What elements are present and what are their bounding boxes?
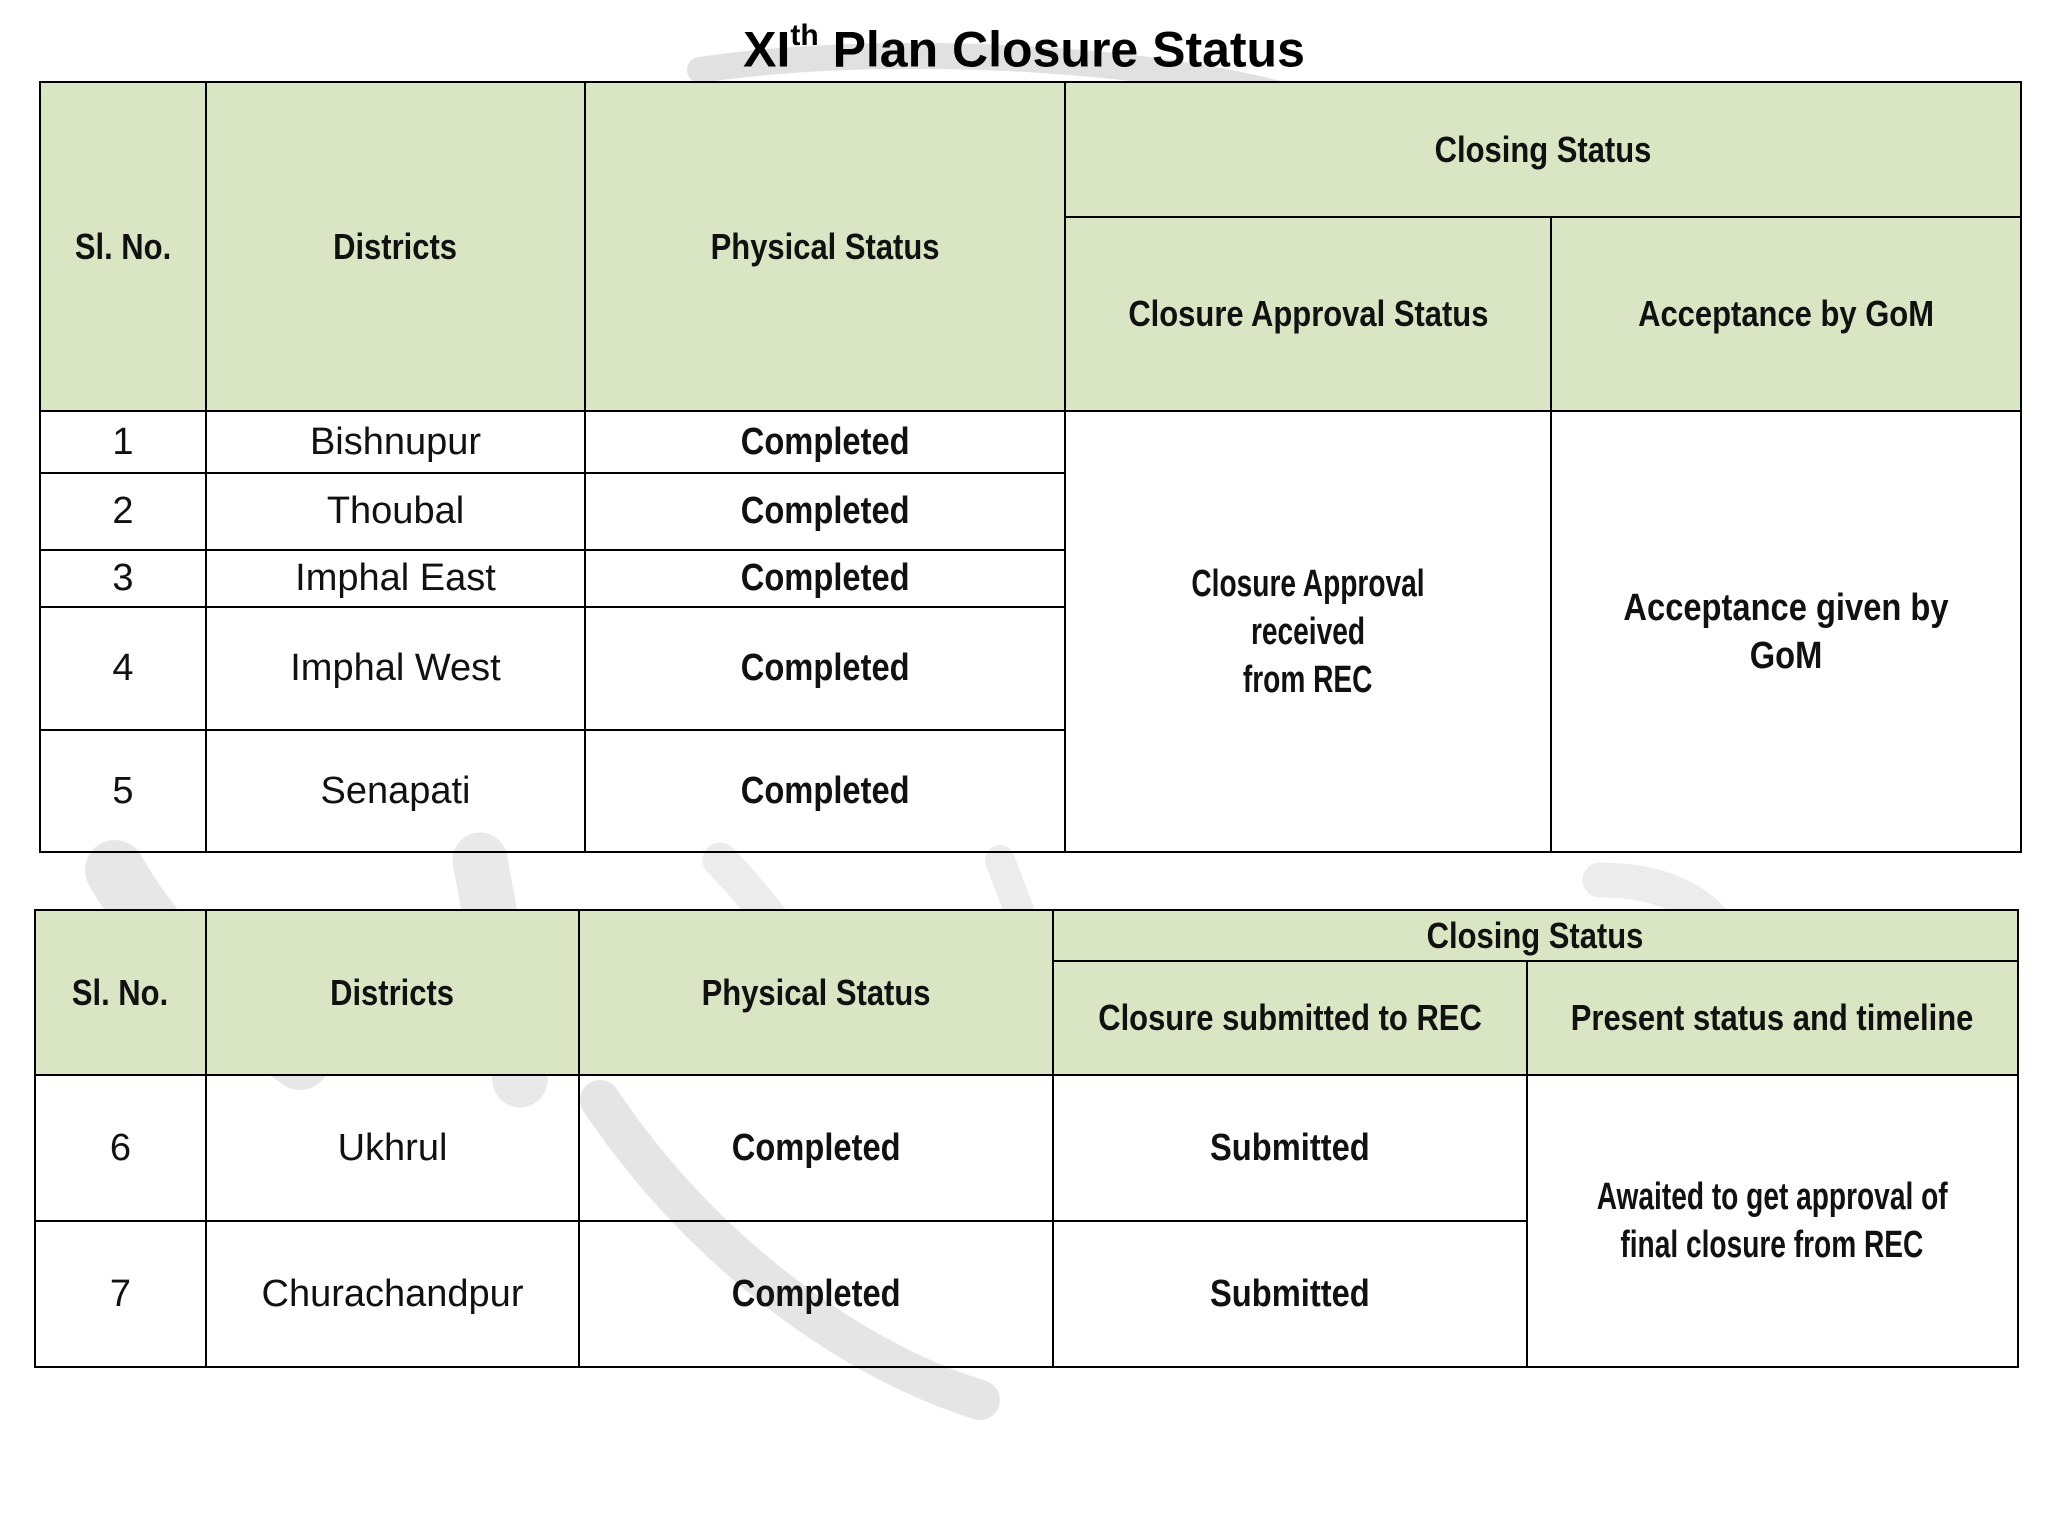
row-closure-submitted: Submitted [1053, 1221, 1527, 1367]
table-row [40, 411, 2021, 473]
row-physical-status: Completed [585, 473, 1065, 550]
row-district: Senapati [206, 730, 585, 852]
closure-approval-table [39, 81, 2022, 853]
header-closure-approval-status: Closure Approval Status [1065, 217, 1551, 411]
header-sl-no: Sl. No. [35, 910, 206, 1075]
title-main: XI [743, 21, 791, 78]
header-physical-status: Physical Status [579, 910, 1053, 1075]
row-sl-no: 1 [40, 411, 206, 473]
header-closing-status: Closing Status [1065, 82, 2021, 217]
closure-approval-cell: Closure Approval received from REC [1065, 411, 1551, 852]
acceptance-cell: Acceptance given by GoM [1551, 411, 2021, 852]
closure-submission-table [34, 909, 2019, 1368]
page-title [0, 8, 2048, 82]
row-district: Ukhrul [206, 1075, 579, 1221]
header-closing-status: Closing Status [1053, 910, 2018, 961]
row-physical-status: Completed [585, 730, 1065, 852]
row-sl-no: 7 [35, 1221, 206, 1367]
row-physical-status: Completed [579, 1075, 1053, 1221]
row-physical-status: Completed [585, 550, 1065, 607]
header-acceptance-by-gom: Acceptance by GoM [1551, 217, 2021, 411]
header-sl-no: Sl. No. [40, 82, 206, 411]
row-district: Thoubal [206, 473, 585, 550]
row-sl-no: 5 [40, 730, 206, 852]
row-sl-no: 4 [40, 607, 206, 730]
header-districts: Districts [206, 910, 579, 1075]
header-physical-status: Physical Status [585, 82, 1065, 411]
row-physical-status: Completed [579, 1221, 1053, 1367]
header-districts: Districts [206, 82, 585, 411]
header-present-status: Present status and timeline [1527, 961, 2018, 1075]
row-sl-no: 2 [40, 473, 206, 550]
row-district: Churachandpur [206, 1221, 579, 1367]
row-closure-submitted: Submitted [1053, 1075, 1527, 1221]
row-district: Imphal West [206, 607, 585, 730]
row-physical-status: Completed [585, 607, 1065, 730]
row-district: Bishnupur [206, 411, 585, 473]
row-physical-status: Completed [585, 411, 1065, 473]
row-sl-no: 6 [35, 1075, 206, 1221]
present-status-cell: Awaited to get approval of final closure from REC [1527, 1075, 2018, 1367]
row-sl-no: 3 [40, 550, 206, 607]
title-superscript: th [790, 19, 819, 52]
title-rest: Plan Closure Status [818, 21, 1305, 78]
header-closure-submitted: Closure submitted to REC [1053, 961, 1527, 1075]
table-row [35, 1075, 2018, 1221]
row-district: Imphal East [206, 550, 585, 607]
